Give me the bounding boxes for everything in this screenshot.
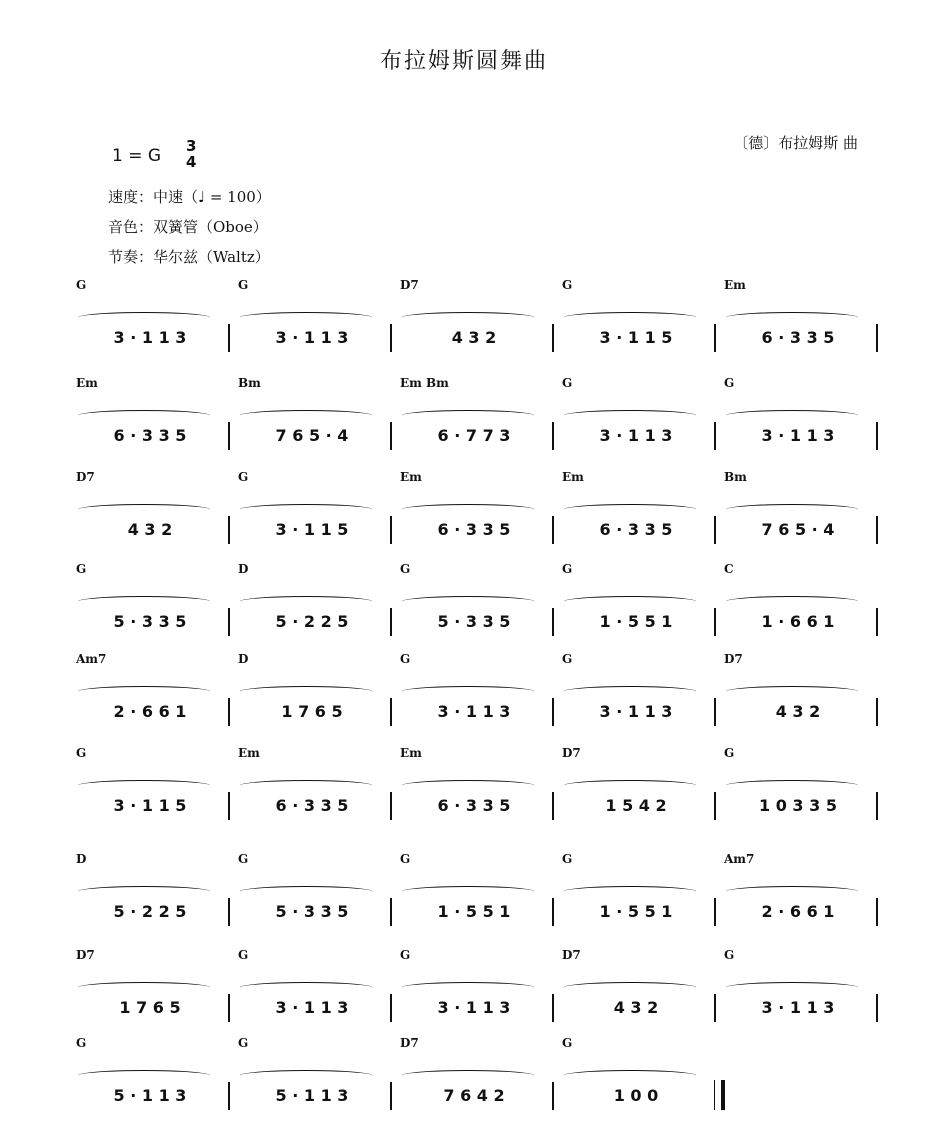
chord-symbol: Bm <box>724 470 747 484</box>
chord-symbol: Em <box>562 470 584 484</box>
staff-line <box>70 696 880 726</box>
barline <box>390 422 392 450</box>
slur-mark <box>564 596 696 607</box>
slur-mark <box>240 886 372 897</box>
barline <box>552 608 554 636</box>
chord-symbol: D <box>238 562 249 576</box>
time-signature-bottom: 4 <box>186 153 197 171</box>
measure: 5 · 3 3 5 <box>74 606 226 636</box>
slur-mark <box>402 312 534 323</box>
measure: 3 · 1 1 5 <box>560 322 712 352</box>
slur-mark <box>402 596 534 607</box>
measure: 2 · 6 6 1 <box>74 696 226 726</box>
barline <box>552 516 554 544</box>
measure: 5 · 3 3 5 <box>236 896 388 926</box>
barline <box>876 994 878 1022</box>
slur-mark <box>402 686 534 697</box>
chord-symbol: D7 <box>724 652 743 666</box>
measure: 3 · 1 1 3 <box>560 696 712 726</box>
staff-line <box>70 420 880 450</box>
chord-symbol: D7 <box>400 278 419 292</box>
barline <box>876 698 878 726</box>
chord-symbol: G <box>562 376 573 390</box>
chord-symbol: G <box>562 562 573 576</box>
slur-mark <box>240 686 372 697</box>
chord-symbol: G <box>238 948 249 962</box>
measure: 3 · 1 1 3 <box>236 322 388 352</box>
slur-mark <box>726 312 858 323</box>
slur-mark <box>726 686 858 697</box>
slur-mark <box>78 886 210 897</box>
slur-mark <box>726 886 858 897</box>
chord-line <box>70 746 880 778</box>
slur-mark <box>78 410 210 421</box>
chord-symbol: Em <box>76 376 98 390</box>
chord-symbol: G <box>724 376 735 390</box>
chord-line <box>70 376 880 408</box>
barline <box>390 516 392 544</box>
composer-credit: 〔德〕布拉姆斯 曲 <box>733 134 858 152</box>
slur-mark <box>564 1070 696 1081</box>
barline <box>714 994 716 1022</box>
measure: 4 3 2 <box>560 992 712 1022</box>
measure: 6 · 7 7 3 <box>398 420 550 450</box>
barline <box>876 422 878 450</box>
barline <box>390 898 392 926</box>
measure: 7 6 5 · 4 <box>236 420 388 450</box>
slur-mark <box>78 596 210 607</box>
slur-mark <box>726 982 858 993</box>
measure: 5 · 1 1 3 <box>74 1080 226 1110</box>
time-signature <box>186 138 196 170</box>
barline <box>876 324 878 352</box>
slur-mark <box>402 780 534 791</box>
slur-mark <box>78 504 210 515</box>
barline <box>714 422 716 450</box>
slur-mark <box>78 982 210 993</box>
measure: 6 · 3 3 5 <box>722 322 874 352</box>
chord-symbol: G <box>238 470 249 484</box>
barline <box>552 1082 554 1110</box>
measure: 1 7 6 5 <box>236 696 388 726</box>
chord-line <box>70 562 880 594</box>
barline <box>876 792 878 820</box>
chord-symbol: D7 <box>562 746 581 760</box>
barline <box>228 698 230 726</box>
measure: 4 3 2 <box>722 696 874 726</box>
chord-symbol: G <box>238 852 249 866</box>
measure: 3 · 1 1 3 <box>398 696 550 726</box>
score-row <box>70 1036 880 1116</box>
chord-symbol: Em <box>400 470 422 484</box>
final-barline <box>714 1080 725 1110</box>
barline <box>390 994 392 1022</box>
slur-mark <box>240 982 372 993</box>
score-row <box>70 376 880 456</box>
barline <box>228 608 230 636</box>
barline <box>390 608 392 636</box>
slur-mark <box>564 312 696 323</box>
chord-symbol: G <box>400 562 411 576</box>
measure: 5 · 1 1 3 <box>236 1080 388 1110</box>
measure: 1 5 4 2 <box>560 790 712 820</box>
slur-mark <box>78 780 210 791</box>
staff-line <box>70 1080 880 1110</box>
chord-line <box>70 948 880 980</box>
barline <box>228 1082 230 1110</box>
chord-symbol: Em <box>724 278 746 292</box>
barline <box>876 608 878 636</box>
slur-mark <box>402 410 534 421</box>
measure: 7 6 5 · 4 <box>722 514 874 544</box>
chord-symbol: G <box>76 746 87 760</box>
barline <box>552 898 554 926</box>
info-tempo: 速度：中速（♩ = 100） <box>108 188 271 206</box>
chord-symbol: G <box>562 1036 573 1050</box>
chord-symbol: D7 <box>76 470 95 484</box>
slur-mark <box>78 312 210 323</box>
slur-mark <box>726 780 858 791</box>
staff-line <box>70 322 880 352</box>
measure: 3 · 1 1 5 <box>236 514 388 544</box>
chord-symbol: G <box>400 652 411 666</box>
measure: 2 · 6 6 1 <box>722 896 874 926</box>
barline <box>552 994 554 1022</box>
barline <box>714 698 716 726</box>
barline <box>228 516 230 544</box>
barline <box>390 1082 392 1110</box>
chord-symbol: G <box>238 1036 249 1050</box>
info-rhythm: 节奏：华尔兹（Waltz） <box>108 248 270 266</box>
score-row <box>70 948 880 1028</box>
slur-mark <box>726 410 858 421</box>
measure: 1 7 6 5 <box>74 992 226 1022</box>
measure: 1 · 5 5 1 <box>560 896 712 926</box>
slur-mark <box>402 504 534 515</box>
staff-line <box>70 606 880 636</box>
measure: 1 0 0 <box>560 1080 712 1110</box>
slur-mark <box>564 886 696 897</box>
barline <box>390 324 392 352</box>
measure: 1 0 3 3 5 <box>722 790 874 820</box>
barline <box>552 698 554 726</box>
barline <box>714 792 716 820</box>
chord-symbol: D7 <box>76 948 95 962</box>
measure: 3 · 1 1 3 <box>560 420 712 450</box>
measure: 1 · 5 5 1 <box>560 606 712 636</box>
slur-mark <box>240 410 372 421</box>
measure: 3 · 1 1 3 <box>398 992 550 1022</box>
slur-mark <box>564 686 696 697</box>
barline <box>876 516 878 544</box>
measure: 5 · 3 3 5 <box>398 606 550 636</box>
measure: 1 · 6 6 1 <box>722 606 874 636</box>
barline <box>552 324 554 352</box>
barline <box>390 698 392 726</box>
score-row <box>70 852 880 932</box>
chord-symbol: G <box>400 948 411 962</box>
slur-mark <box>564 410 696 421</box>
slur-mark <box>564 780 696 791</box>
barline <box>390 792 392 820</box>
barline <box>714 516 716 544</box>
chord-symbol: G <box>562 278 573 292</box>
chord-symbol: G <box>400 852 411 866</box>
time-signature-top: 3 <box>186 137 197 155</box>
slur-mark <box>78 686 210 697</box>
barline <box>228 898 230 926</box>
chord-symbol: Am7 <box>724 852 755 866</box>
chord-symbol: C <box>724 562 734 576</box>
measure: 3 · 1 1 5 <box>74 790 226 820</box>
measure: 4 3 2 <box>74 514 226 544</box>
chord-symbol: G <box>238 278 249 292</box>
chord-symbol: G <box>76 1036 87 1050</box>
score-row <box>70 652 880 732</box>
key-signature: 1 = G <box>112 146 162 166</box>
slur-mark <box>402 886 534 897</box>
chord-symbol: Am7 <box>76 652 107 666</box>
chord-symbol: D <box>238 652 249 666</box>
page-title: 布拉姆斯圆舞曲 <box>379 49 548 74</box>
measure: 6 · 3 3 5 <box>74 420 226 450</box>
slur-mark <box>564 982 696 993</box>
staff-line <box>70 790 880 820</box>
slur-mark <box>240 312 372 323</box>
info-timbre: 音色：双簧管（Oboe） <box>108 218 268 236</box>
measure: 4 3 2 <box>398 322 550 352</box>
chord-symbol: D <box>76 852 87 866</box>
chord-symbol: G <box>76 562 87 576</box>
chord-symbol: Em <box>400 746 422 760</box>
score-row <box>70 470 880 550</box>
measure: 6 · 3 3 5 <box>236 790 388 820</box>
barline <box>876 898 878 926</box>
slur-mark <box>402 982 534 993</box>
barline <box>714 608 716 636</box>
measure: 3 · 1 1 3 <box>722 992 874 1022</box>
barline <box>552 422 554 450</box>
score-row <box>70 278 880 358</box>
measure: 6 · 3 3 5 <box>398 514 550 544</box>
score-row <box>70 746 880 826</box>
chord-symbol: Em Bm <box>400 376 449 390</box>
chord-line <box>70 852 880 884</box>
measure: 3 · 1 1 3 <box>236 992 388 1022</box>
chord-symbol: G <box>76 278 87 292</box>
slur-mark <box>240 780 372 791</box>
measure: 6 · 3 3 5 <box>560 514 712 544</box>
chord-symbol: G <box>562 652 573 666</box>
barline <box>552 792 554 820</box>
chord-line <box>70 470 880 502</box>
staff-line <box>70 514 880 544</box>
measure: 1 · 5 5 1 <box>398 896 550 926</box>
slur-mark <box>726 504 858 515</box>
measure: 3 · 1 1 3 <box>74 322 226 352</box>
chord-symbol: Bm <box>238 376 261 390</box>
chord-symbol: D7 <box>562 948 581 962</box>
barline <box>714 898 716 926</box>
chord-line <box>70 652 880 684</box>
chord-symbol: D7 <box>400 1036 419 1050</box>
measure: 3 · 1 1 3 <box>722 420 874 450</box>
score-row <box>70 562 880 642</box>
slur-mark <box>726 596 858 607</box>
barline <box>714 324 716 352</box>
barline <box>228 792 230 820</box>
staff-line <box>70 896 880 926</box>
chord-line <box>70 278 880 310</box>
chord-symbol: G <box>562 852 573 866</box>
slur-mark <box>78 1070 210 1081</box>
measure: 5 · 2 2 5 <box>74 896 226 926</box>
chord-symbol: G <box>724 948 735 962</box>
barline <box>228 994 230 1022</box>
barline <box>228 422 230 450</box>
slur-mark <box>564 504 696 515</box>
slur-mark <box>240 1070 372 1081</box>
slur-mark <box>240 504 372 515</box>
slur-mark <box>402 1070 534 1081</box>
chord-line <box>70 1036 880 1068</box>
staff-line <box>70 992 880 1022</box>
measure: 5 · 2 2 5 <box>236 606 388 636</box>
measure: 7 6 4 2 <box>398 1080 550 1110</box>
barline <box>228 324 230 352</box>
measure: 6 · 3 3 5 <box>398 790 550 820</box>
chord-symbol: Em <box>238 746 260 760</box>
chord-symbol: G <box>724 746 735 760</box>
slur-mark <box>240 596 372 607</box>
